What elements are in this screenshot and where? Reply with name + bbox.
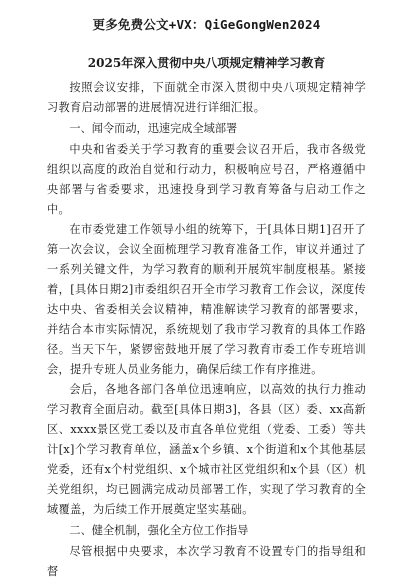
paragraph-3: 会后，各地各部门各单位迅速响应，以高效的执行力推动学习教育全面启动。截至[具体日期3]，各县（区）委、xx高新区、xxxx景区党工委以及市直各单位党组（党委、工委）等共计[x]个学习教育单位，涵盖x个乡镇、x个街道和x个其他基层党委，还有x个村党组织、x个城市社区党组织和x个县（区）机关党组织，均已圆满完成动员部署工作，实现了学习教育的全域覆盖，为后续工作开展奠定坚实基础。 — [47, 383, 366, 516]
section-1-heading: 一、闻令而动，迅速完成全域部署 — [69, 122, 238, 135]
paragraph-4: 尽管根据中央要求，本次学习教育不设置专门的指导组和督 — [47, 545, 366, 578]
section-2-heading: 二、健全机制，强化全方位工作指导 — [69, 524, 249, 537]
paragraph-1: 中央和省委关于学习教育的重要会议召开后，我市各级党组织以高度的政治自觉和行动力，积极响应号召，严格遵循中央部署与省委要求，迅速投身到学习教育筹备与启动工作之中。 — [47, 143, 366, 216]
intro-paragraph: 按照会议安排，下面就全市深入贯彻中央八项规定精神学习教育启动部署的进展情况进行详细汇报。 — [47, 81, 366, 114]
promo-banner: 更多免费公文+VX：QiGeGongWen2024 — [92, 17, 321, 32]
paragraph-2: 在市委党建工作领导小组的统筹下，于[具体日期1]召开了第一次会议，会议全面梳理学习教育准备工作，审议并通过了一系列关键文件，为学习教育的顺利开展筑牢制度根基。紧接着，[具体日期2]市委组织召开全市学习教育工作会议，深度传达中央、省委相关会议精神，精准解读学习教育的部署要求，并结合本市实际情况，系统规划了我市学习教育的具体工作路径。当天下午，紧锣密鼓地开展了学习教育市委工作专班培训会，提升专班人员业务能力，确保后续工作有序推进。 — [47, 223, 366, 376]
document-title: 2025年深入贯彻中央八项规定精神学习教育 — [87, 56, 326, 70]
